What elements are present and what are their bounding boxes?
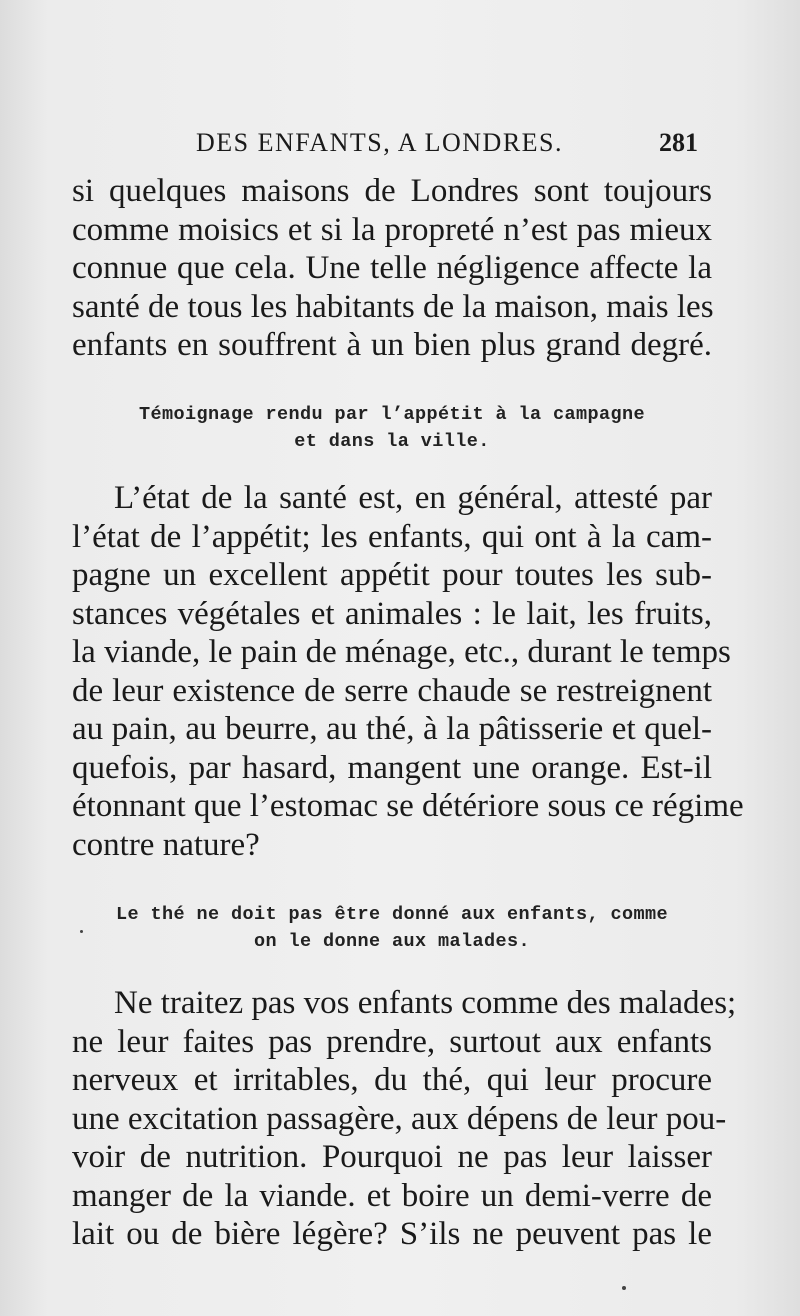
text-line: si quelques maisons de Londres sont toujours [72,173,712,209]
text-line: pagne un excellent appétit pour toutes les sub- [72,557,712,593]
text-line: manger de la viande. et boire un demi-verre de [72,1177,712,1214]
heading-line: et dans la ville. [294,431,490,452]
ink-speck [80,930,83,933]
running-head: DES ENFANTS, A LONDRES. [196,128,564,157]
page-number: 281 [659,128,698,157]
paragraph-continuation [72,172,712,365]
text-line: stances végétales et animales : le lait, les fruits, [72,595,712,632]
text-line: nerveux et irritables, du thé, qui leur procure [72,1062,712,1098]
section-heading-appetit [72,401,712,455]
text-line: lait ou de bière légère? S’ils ne peuvent pas le [72,1216,712,1252]
text-line: quefois, par hasard, mangent une orange. Est-il [72,749,712,786]
text-line: contre nature? [72,826,260,863]
text-line: de leur existence de serre chaude se restreignent [72,672,712,709]
text-line: l’état de l’appétit; les enfants, qui ont à la cam- [72,518,712,555]
heading-line: Le thé ne doit pas être donné aux enfants, comme [115,904,669,925]
text-line: enfants en souffrent à un bien plus grand degré. [72,327,712,363]
text-line: voir de nutrition. Pourquoi ne pas leur laisser [72,1139,712,1175]
text-line: étonnant que l’estomac se détériore sous ce régime [72,788,744,824]
text-line: santé de tous les habitants de la maison, mais les [72,288,714,325]
text-line: Ne traitez pas vos enfants comme des malades; [114,985,737,1021]
text-line: la viande, le pain de ménage, etc., durant le temps [72,634,731,670]
text-line: comme moisics et si la propreté n’est pas mieux [72,211,712,248]
section-heading-the [72,901,712,955]
text-line: ne leur faites pas prendre, surtout aux enfants [72,1023,712,1060]
heading-line: on le donne aux malades. [253,931,531,952]
paragraph-appetit [72,479,744,864]
ink-speck [622,1286,626,1290]
text-line: L’état de la santé est, en général, attesté par [114,480,712,516]
text-line: une excitation passagère, aux dépens de leur pou- [72,1100,727,1137]
text-line: au pain, au beurre, au thé, à la pâtisserie et quel- [72,711,712,747]
heading-line: Témoignage rendu par l’appétit à la campagne [138,404,646,425]
page-header [78,128,698,162]
paragraph-the [72,984,737,1254]
text-line: connue que cela. Une telle négligence affecte la [72,250,712,286]
